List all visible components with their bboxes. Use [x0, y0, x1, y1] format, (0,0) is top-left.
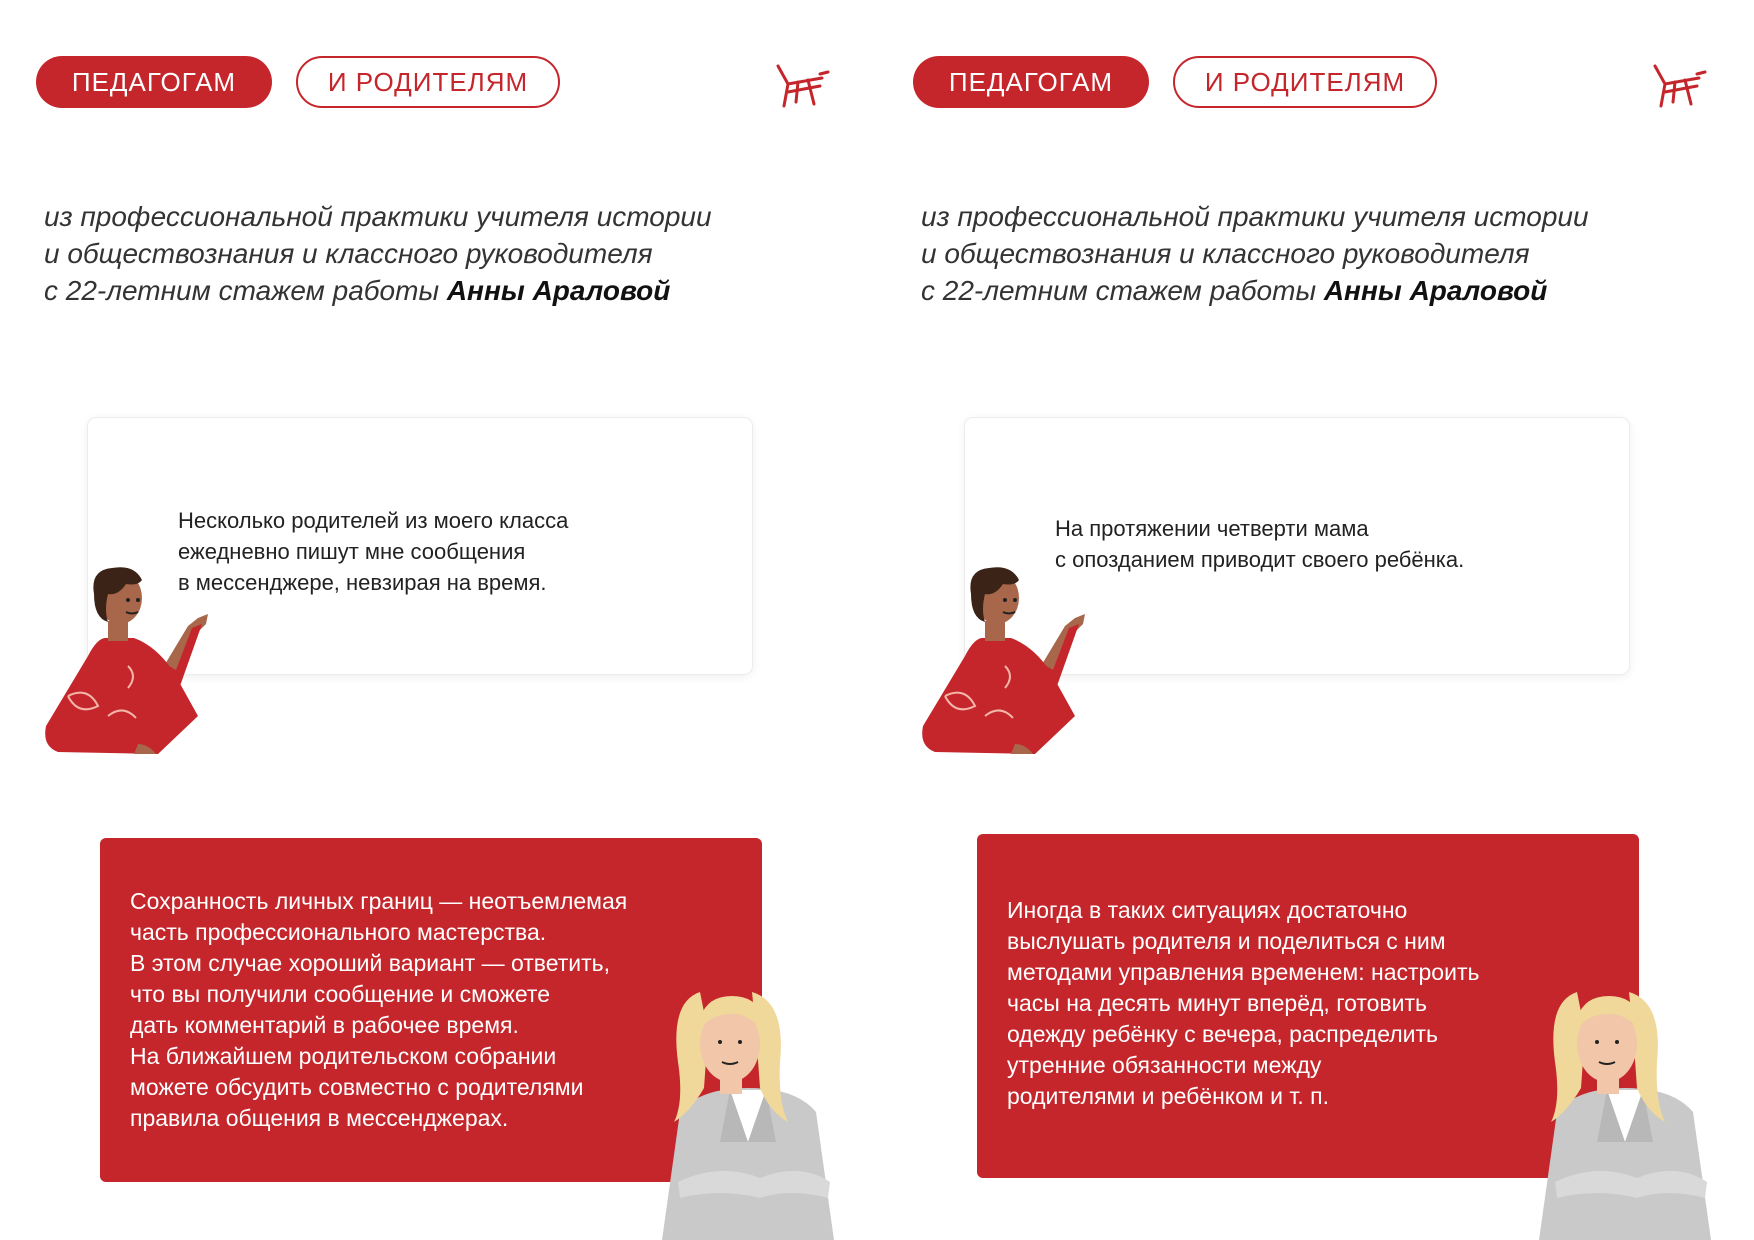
situation-text: На протяжении четверти мама с опозданием приводит своего ребёнка.: [1055, 516, 1465, 572]
subtitle-line: [44, 272, 844, 309]
right-panel: [877, 0, 1754, 1240]
subtitle-line: [921, 272, 1721, 309]
woman-arms-crossed-illustration: [1537, 992, 1713, 1240]
man-pointing-illustration: [915, 566, 1125, 772]
tag-parents[interactable]: И РОДИТЕЛЯМ: [296, 56, 560, 108]
subtitle-prefix: с 22-летним стажем работы: [921, 275, 1324, 306]
author-name: Анны Араловой: [446, 275, 671, 306]
subtitle: [44, 198, 844, 309]
woman-arms-crossed-illustration: [660, 992, 836, 1240]
man-pointing-illustration: [38, 566, 248, 772]
subtitle-prefix: с 22-летним стажем работы: [44, 275, 447, 306]
subtitle-line: и обществознания и классного руководителя: [921, 238, 1530, 269]
tag-teachers[interactable]: ПЕДАГОГАМ: [913, 56, 1149, 108]
subtitle-line: из профессиональной практики учителя истории: [44, 201, 712, 232]
situation-text: Несколько родителей из моего класса ежедневно пишут мне сообщения в мессенджере, невзирая на время.: [178, 508, 569, 595]
subtitle-line: из профессиональной практики учителя истории: [921, 201, 1589, 232]
author-name: Анны Араловой: [1323, 275, 1548, 306]
subtitle-line: и обществознания и классного руководителя: [44, 238, 653, 269]
tag-parents[interactable]: И РОДИТЕЛЯМ: [1173, 56, 1437, 108]
chair-logo-icon: [774, 62, 832, 110]
advice-text: Сохранность личных границ — неотъемлемая часть профессионального мастерства. В этом случае хороший вариант — ответить, что вы получили сообщение и сможете дать комментарий в рабочее время. На ближайшем родительском собрании можете обсудить совместно с родителями правила общения в мессенджерах.: [130, 888, 628, 1131]
tag-teachers[interactable]: ПЕДАГОГАМ: [36, 56, 272, 108]
chair-logo-icon: [1651, 62, 1709, 110]
subtitle: [921, 198, 1721, 309]
advice-text: Иногда в таких ситуациях достаточно выслушать родителя и поделиться с ним методами управления временем: настроить часы на десять минут вперёд, готовить одежду ребёнку с вечера, распределить утренние обязанности между родителями и ребёнком и т. п.: [1007, 897, 1480, 1109]
